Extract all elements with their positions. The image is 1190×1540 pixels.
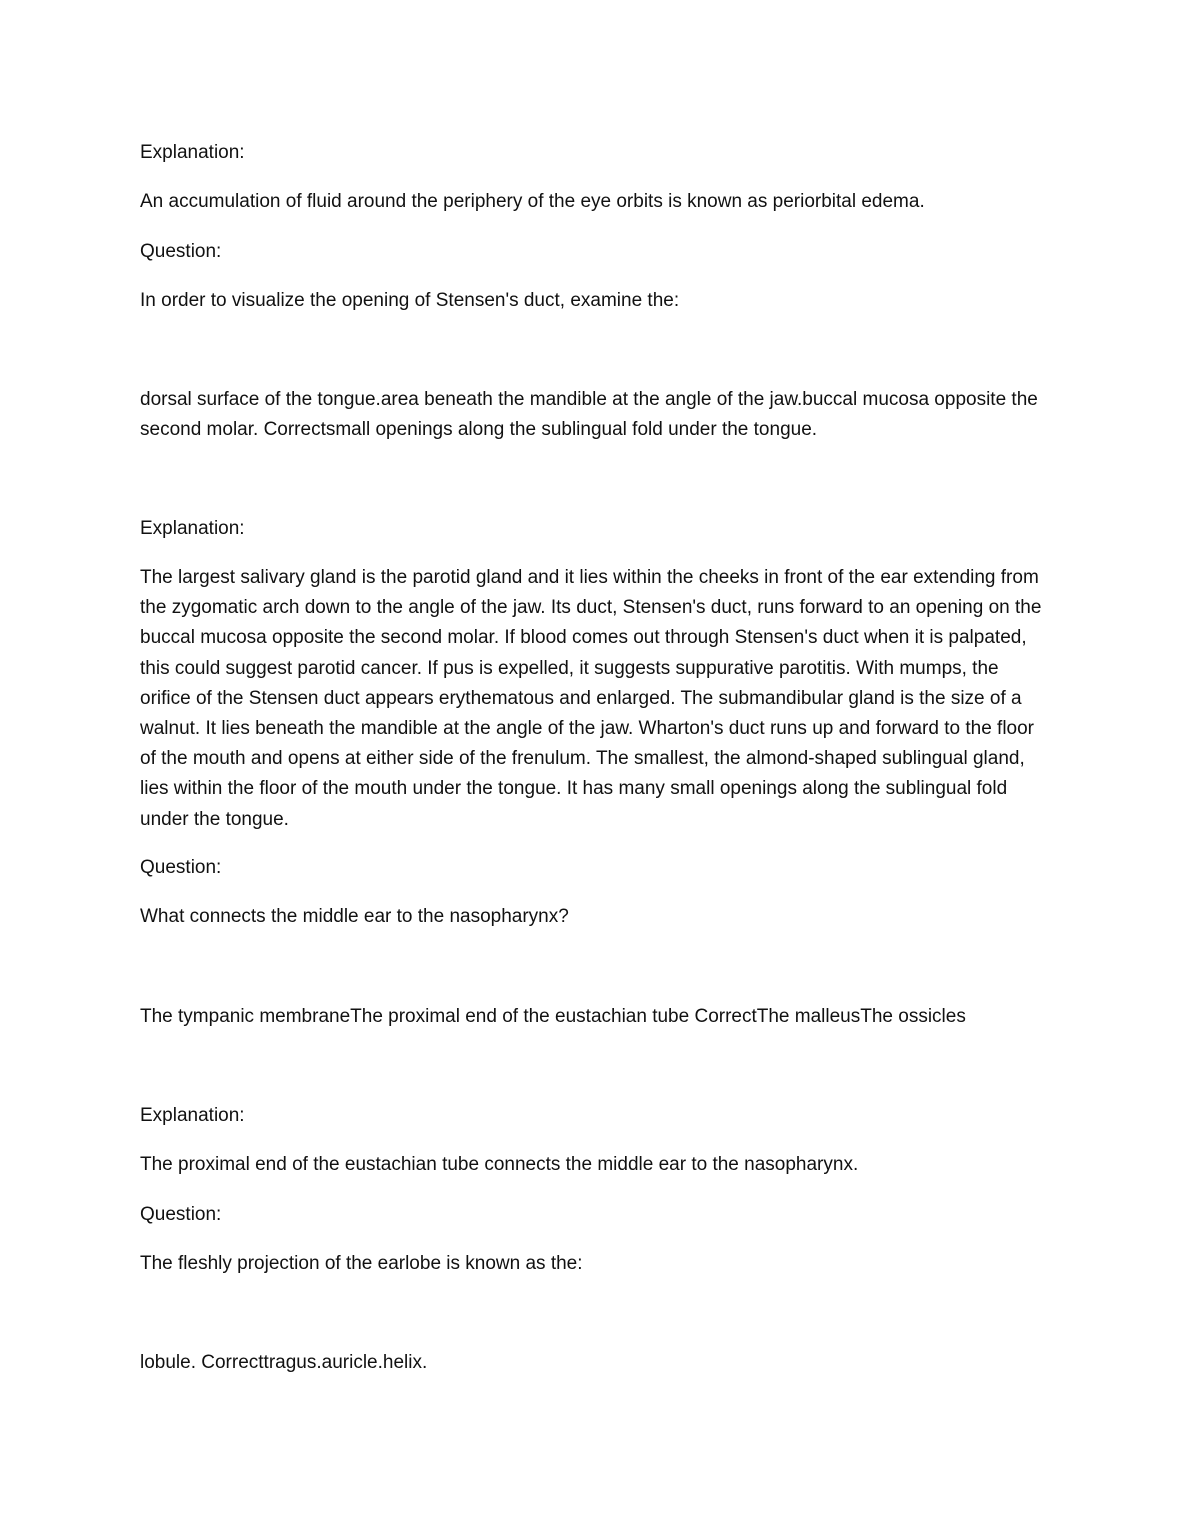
answer-options: lobule. Correcttragus.auricle.helix. (140, 1352, 428, 1373)
question-text: What connects the middle ear to the nasopharynx? (140, 906, 569, 927)
question-label: Question: (140, 241, 222, 262)
answer-options: dorsal surface of the tongue.area beneath the mandible at the angle of the jaw.buccal mucosa opposite the second molar. Correctsmall openings along the sublingual fold under the tongue. (140, 389, 1038, 441)
question-label: Question: (140, 857, 222, 878)
explanation-text: The proximal end of the eustachian tube connects the middle ear to the nasopharynx. (140, 1154, 859, 1175)
explanation-text: The largest salivary gland is the parotid gland and it lies within the cheeks in front of the ear extending from the zygomatic arch down to the angle of the jaw. Its duct, Stensen's duct, runs forward to an opening on the buccal mucosa opposite the second molar. If blood comes out through Stensen's duct when it is palpated, this could suggest parotid cancer. If pus is expelled, it suggests suppurative parotitis. With mumps, the orifice of the Stensen duct appears erythematous and enlarged. The submandibular gland is the size of a walnut. It lies beneath the mandible at the angle of the jaw. Wharton's duct runs up and forward to the floor of the mouth and opens at either side of the frenulum. The smallest, the almond-shaped sublingual gland, lies within the floor of the mouth under the tongue. It has many small openings along the sublingual fold under the tongue. (140, 567, 1042, 830)
explanation-label: Explanation: (140, 1105, 245, 1126)
explanation-label: Explanation: (140, 518, 245, 539)
question-label: Question: (140, 1204, 222, 1225)
explanation-label: Explanation: (140, 142, 245, 163)
explanation-text: An accumulation of fluid around the periphery of the eye orbits is known as periorbital edema. (140, 191, 925, 212)
question-text: In order to visualize the opening of Stensen's duct, examine the: (140, 290, 680, 311)
answer-options: The tympanic membraneThe proximal end of the eustachian tube CorrectThe malleusThe ossicles (140, 1006, 966, 1027)
question-text: The fleshly projection of the earlobe is known as the: (140, 1253, 583, 1274)
